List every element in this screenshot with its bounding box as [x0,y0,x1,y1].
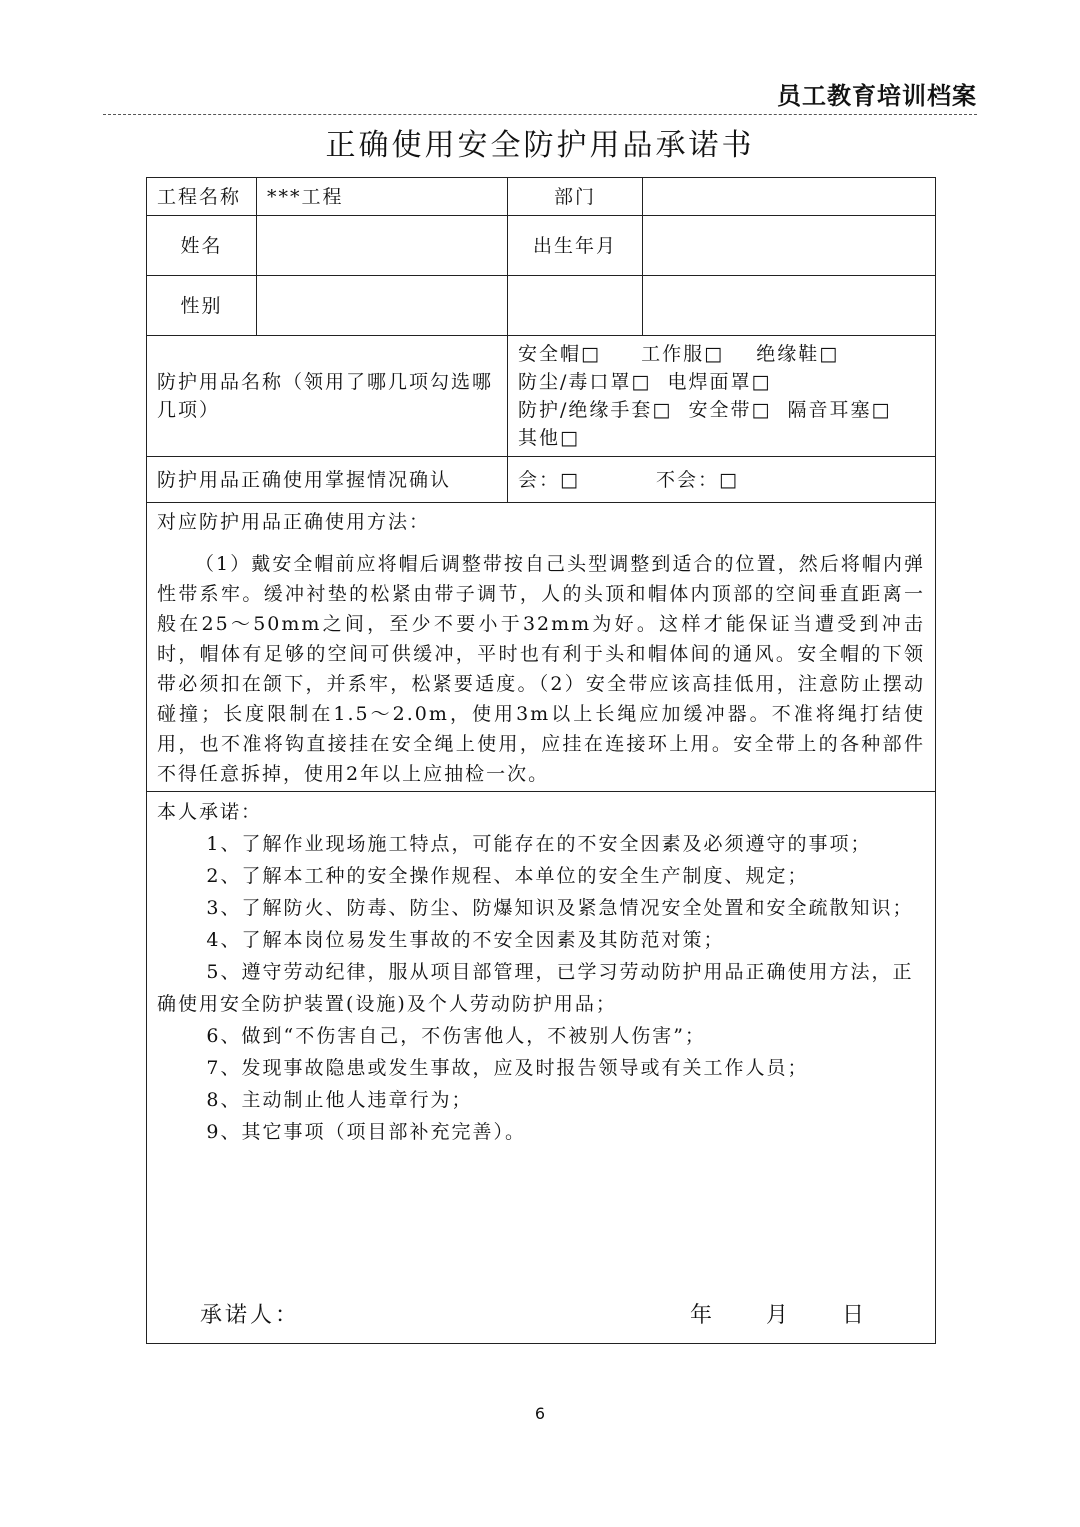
page-number: 6 [534,1404,546,1423]
ppe-item-safety-belt[interactable]: 安全带□ [688,399,772,421]
gender-extra-cell [508,276,643,336]
ppe-item-workwear[interactable]: 工作服□ [641,343,725,365]
header-archive-title: 员工教育培训档案 [777,82,977,110]
ppe-item-insulated-shoes[interactable]: 绝缘鞋□ [756,343,840,365]
birth-label: 出生年月 [508,216,643,276]
pledge-form-table [146,177,936,1344]
project-name-label: 工程名称 [147,178,257,216]
mastery-yes-checkbox[interactable]: 会：□ [518,468,580,491]
usage-method-text: （1）戴安全帽前应将帽后调整带按自己头型调整到适合的位置，然后将帽内弹性带系牢。缓冲衬垫的松紧由带子调节，人的头顶和帽体内顶部的空间垂直距离一般在25～50mm之间，至少不要小于32mm为好。这样才能保证当遭受到冲击时，帽体有足够的空间可供缓冲，平时也有利于头和帽体间的通风。安全帽的下领带必须扣在颌下，并系牢，松紧要适度。（2）安全带应该高挂低用，注意防止摆动碰撞；长度限制在1.5～2.0m，使用3m以上长绳应加缓冲器。不准将绳打结使用，也不准将钩直接挂在安全绳上使用，应挂在连接环上用。安全带上的各种部件不得任意拆掉，使用2年以上应抽检一次。 [157,553,925,785]
ppe-item-earplugs[interactable]: 隔音耳塞□ [787,399,892,421]
promise-item-1: 1、了解作业现场施工特点，可能存在的不安全因素及必须遵守的事项； [206,833,872,855]
ppe-item-other[interactable]: 其他□ [518,427,580,449]
gender-value[interactable] [257,276,508,336]
ppe-item-gloves[interactable]: 防护/绝缘手套□ [518,399,673,421]
department-value[interactable] [643,178,936,216]
project-name-value[interactable]: ***工程 [257,178,508,216]
usage-method-cell [147,503,936,792]
mastery-no-checkbox[interactable]: 不会：□ [656,468,739,491]
mastery-options [508,457,936,503]
date-day-label: 日 [842,1303,865,1328]
header-divider [103,114,977,115]
promise-item-4: 4、了解本岗位易发生事故的不安全因素及其防范对策； [206,929,725,951]
signature-date [690,1298,864,1329]
ppe-item-welding-mask[interactable]: 电焊面罩□ [667,371,772,393]
mastery-label: 防护用品正确使用掌握情况确认 [147,457,508,503]
usage-method-title: 对应防护用品正确使用方法： [157,511,431,533]
promise-item-8: 8、主动制止他人违章行为； [206,1089,473,1111]
ppe-items-cell [508,336,936,457]
date-month-label: 月 [766,1303,789,1328]
promise-item-2: 2、了解本工种的安全操作规程、本单位的安全生产制度、规定； [206,865,809,887]
gender-extra-value [643,276,936,336]
promise-title: 本人承诺： [157,801,263,823]
document-title: 正确使用安全防护用品承诺书 [325,128,755,163]
gender-label: 性别 [147,276,257,336]
promise-item-7: 7、发现事故隐患或发生事故，应及时报告领导或有关工作人员； [206,1057,809,1079]
ppe-item-dust-mask[interactable]: 防尘/毒口罩□ [518,371,652,393]
name-value[interactable] [257,216,508,276]
promisor-signature-label: 承诺人： [200,1303,301,1328]
promise-cell [147,792,936,1344]
birth-value[interactable] [643,216,936,276]
promise-item-9: 9、其它事项（项目部补充完善）。 [206,1121,526,1143]
promise-item-3: 3、了解防火、防毒、防尘、防爆知识及紧急情况安全处置和安全疏散知识； [206,897,914,919]
department-label: 部门 [508,178,643,216]
date-year-label: 年 [690,1303,713,1328]
ppe-item-helmet[interactable]: 安全帽□ [518,343,601,365]
name-label: 姓名 [147,216,257,276]
promise-item-6: 6、做到“不伤害自己，不伤害他人，不被别人伤害”； [206,1025,706,1047]
promise-item-5: 5、遵守劳动纪律，服从项目部管理，已学习劳动防护用品正确使用方法，正确使用安全防护装置(设施)及个人劳动防护用品； [157,961,914,1015]
ppe-label: 防护用品名称（领用了哪几项勾选哪几项） [147,336,508,457]
